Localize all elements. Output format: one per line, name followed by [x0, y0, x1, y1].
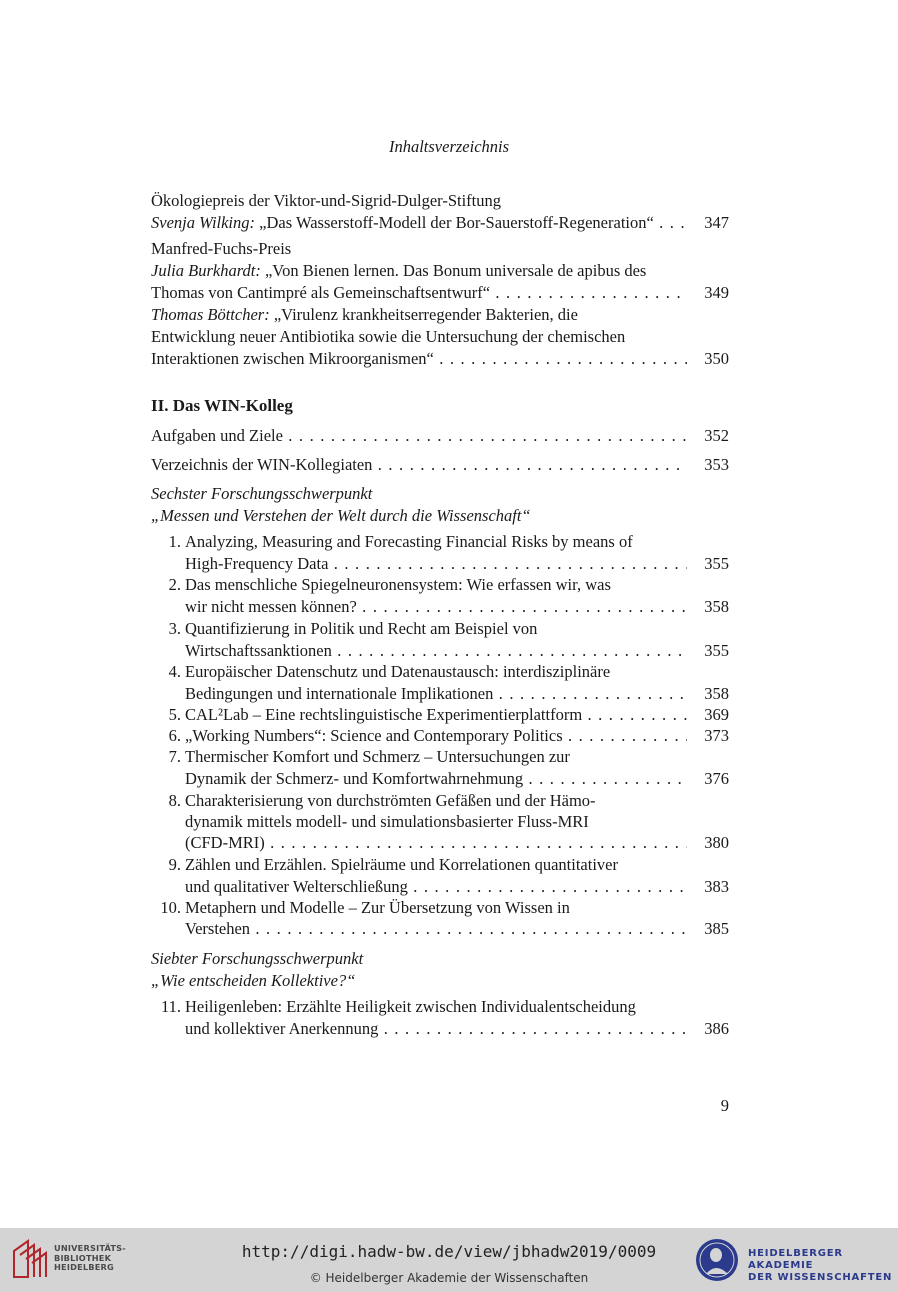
academy-line-1: HEIDELBERGER AKADEMIE [748, 1248, 843, 1271]
toc-line [151, 996, 729, 1018]
title-text: Das menschliche Spiegelneuronensystem: Wie erfassen wir, was [185, 575, 611, 594]
title-text: „Virulenz krankheitserregender Bakterien, die [269, 305, 578, 324]
entry-title [185, 661, 610, 683]
title-text: dynamik mittels modell- und simulationsbasierter Fluss-MRI [185, 812, 589, 831]
title-text: „Messen und Verstehen der Welt durch die Wissenschaft“ [151, 506, 531, 525]
ub-line-1: UNIVERSITÄTS- [54, 1243, 126, 1253]
toc-line [151, 238, 729, 260]
page-ref: 358 [704, 597, 729, 616]
title-text: „Wie entscheiden Kollektive?“ [151, 971, 356, 990]
focus-area-caption [151, 970, 729, 992]
focus-area-caption [151, 948, 729, 970]
entry-number: 4. [168, 662, 181, 681]
toc-line [151, 832, 729, 854]
entry-title [185, 596, 687, 618]
toc-line [151, 725, 729, 747]
entry-title [185, 768, 687, 790]
page-ref: 355 [704, 554, 729, 573]
running-header: Inhaltsverzeichnis [388, 137, 510, 156]
page-ref: 380 [704, 833, 729, 852]
academy-line-2: DER WISSENSCHAFTEN [748, 1272, 893, 1283]
title-text: „Von Bienen lernen. Das Bonum universale de apibus des [260, 261, 647, 280]
entry-title [185, 746, 570, 768]
toc-line [151, 854, 729, 876]
page-ref: 347 [704, 213, 729, 232]
entry-title [151, 190, 501, 212]
entry-title [151, 505, 531, 527]
entry-title [185, 996, 636, 1018]
title-text: Siebter Forschungsschwerpunkt [151, 949, 364, 968]
page-ref: 352 [704, 426, 729, 445]
entry-number: 11. [160, 997, 181, 1016]
title-text: Thomas von Cantimpré als Gemeinschaftsentwurf“ [151, 283, 491, 302]
toc-line [151, 704, 729, 726]
entry-title [151, 425, 687, 447]
permalink-url[interactable]: http://digi.hadw-bw.de/view/jbhadw2019/0009 [241, 1242, 657, 1261]
title-text: Europäischer Datenschutz und Datenaustausch: interdisziplinäre [185, 662, 611, 681]
toc-line [151, 897, 729, 919]
title-text: „Das Wasserstoff-Modell der Bor-Sauerstoff-Regeneration“ [255, 213, 654, 232]
footer-bar [0, 1228, 898, 1292]
entry-title [151, 483, 372, 505]
toc-line [151, 683, 729, 705]
page-ref: 358 [704, 684, 729, 703]
entry-number: 5. [168, 705, 181, 724]
entry-title [151, 238, 291, 260]
title-text: Metaphern und Modelle – Zur Übersetzung von Wissen in [185, 898, 570, 917]
entry-title [185, 918, 687, 940]
page-ref: 385 [704, 919, 729, 938]
entry-title [151, 970, 355, 992]
ub-line-3: HEIDELBERG [54, 1262, 114, 1272]
title-text: und kollektiver Anerkennung [185, 1019, 379, 1038]
entry-title [151, 326, 625, 348]
entry-number: 9. [168, 855, 181, 874]
title-text: Charakterisierung von durchströmten Gefäßen und der Hämo- [185, 791, 596, 810]
page-ref: 355 [704, 641, 729, 660]
toc-line [151, 212, 729, 234]
entry-title [151, 395, 293, 417]
academy-seal-icon [694, 1236, 740, 1284]
toc-line [151, 326, 729, 348]
title-text: Dynamik der Schmerz- und Komfortwahrnehmung [185, 769, 524, 788]
toc-line [151, 1018, 729, 1040]
title-text: Heiligenleben: Erzählte Heiligkeit zwischen Individualentscheidung [185, 997, 636, 1016]
title-text: Ökologiepreis der Viktor-und-Sigrid-Dulger-Stiftung [151, 191, 501, 210]
entry-title [185, 832, 687, 854]
toc-line [151, 618, 729, 640]
title-text: Verzeichnis der WIN-Kollegiaten [151, 455, 373, 474]
academy-name [748, 1248, 898, 1284]
section-heading [151, 395, 729, 417]
title-text: Quantifizierung in Politik und Recht am Beispiel von [185, 619, 538, 638]
toc-line [151, 574, 729, 596]
author-name: Svenja Wilking: [151, 213, 256, 232]
entry-number: 3. [168, 619, 181, 638]
toc-line [151, 790, 729, 812]
toc-line [151, 553, 729, 575]
entry-title [185, 574, 611, 596]
toc-line [151, 260, 729, 282]
page-ref: 369 [704, 705, 729, 724]
entry-title [185, 640, 687, 662]
entry-number: 8. [168, 791, 181, 810]
entry-title [185, 553, 687, 575]
focus-area-caption [151, 483, 729, 505]
entry-title [151, 212, 687, 234]
page-ref: 350 [704, 349, 729, 368]
toc-line [151, 425, 729, 447]
entry-title [151, 454, 687, 476]
title-text: Verstehen [185, 919, 251, 938]
entry-number: 6. [168, 726, 181, 745]
entry-title [185, 854, 618, 876]
toc-line [151, 190, 729, 212]
title-text: „Working Numbers“: Science and Contemporary Politics [185, 726, 563, 745]
toc-line [151, 454, 729, 476]
entry-title [185, 683, 687, 705]
page-ref: 353 [704, 455, 729, 474]
toc-line [151, 811, 729, 833]
toc-line [151, 304, 729, 326]
entry-number: 10. [160, 898, 181, 917]
toc-line [151, 596, 729, 618]
entry-title [185, 811, 589, 833]
entry-title [185, 876, 687, 898]
title-text: Interaktionen zwischen Mikroorganismen“ [151, 349, 434, 368]
copyright-notice: © Heidelberger Akademie der Wissenschaften [309, 1271, 589, 1285]
title-text: Thermischer Komfort und Schmerz – Untersuchungen zur [185, 747, 570, 766]
entry-number: 7. [168, 747, 181, 766]
title-text: Zählen und Erzählen. Spielräume und Korrelationen quantitativer [185, 855, 618, 874]
title-text: (CFD-MRI) [185, 833, 265, 852]
entry-title [185, 531, 633, 553]
title-text: Analyzing, Measuring and Forecasting Financial Risks by means of [185, 532, 633, 551]
page-ref: 373 [704, 726, 729, 745]
entry-title [185, 1018, 687, 1040]
entry-title [151, 948, 363, 970]
toc-line [151, 282, 729, 304]
ub-line-2: BIBLIOTHEK [54, 1252, 112, 1263]
entry-title [185, 897, 570, 919]
entry-title [151, 304, 578, 326]
title-text: II. Das WIN-Kolleg [151, 396, 293, 415]
focus-area-caption [151, 505, 729, 527]
toc-line [151, 531, 729, 553]
title-text: und qualitativer Welterschließung [185, 877, 408, 896]
page-ref: 386 [704, 1019, 729, 1038]
page-ref: 349 [704, 283, 729, 302]
entry-number: 2. [168, 575, 181, 594]
entry-number: 1. [168, 532, 181, 551]
author-name: Julia Burkhardt: [151, 261, 261, 280]
toc-line [151, 348, 729, 370]
entry-title [185, 704, 687, 726]
title-text: Entwicklung neuer Antibiotika sowie die Untersuchung der chemischen [151, 327, 626, 346]
entry-title [151, 282, 687, 304]
title-text: wir nicht messen können? [185, 597, 357, 616]
title-text: Sechster Forschungsschwerpunkt [151, 484, 373, 503]
toc-line [151, 746, 729, 768]
toc-line [151, 918, 729, 940]
title-text: Bedingungen und internationale Implikationen [185, 684, 494, 703]
entry-title [185, 725, 687, 747]
title-text: Aufgaben und Ziele [151, 426, 283, 445]
entry-title [151, 260, 646, 282]
entry-title [185, 618, 537, 640]
entry-title [185, 790, 596, 812]
page-ref: 383 [704, 877, 729, 896]
page-number: 9 [720, 1096, 729, 1115]
toc-line [151, 661, 729, 683]
title-text: Manfred-Fuchs-Preis [151, 239, 292, 258]
toc-line [151, 640, 729, 662]
entry-title [151, 348, 687, 370]
toc-line [151, 876, 729, 898]
toc-line [151, 768, 729, 790]
title-text: High-Frequency Data [185, 554, 329, 573]
page-ref: 376 [704, 769, 729, 788]
author-name: Thomas Böttcher: [151, 305, 270, 324]
title-text: Wirtschaftssanktionen [185, 641, 332, 660]
title-text: CAL²Lab – Eine rechtslinguistische Experimentierplattform [185, 705, 583, 724]
